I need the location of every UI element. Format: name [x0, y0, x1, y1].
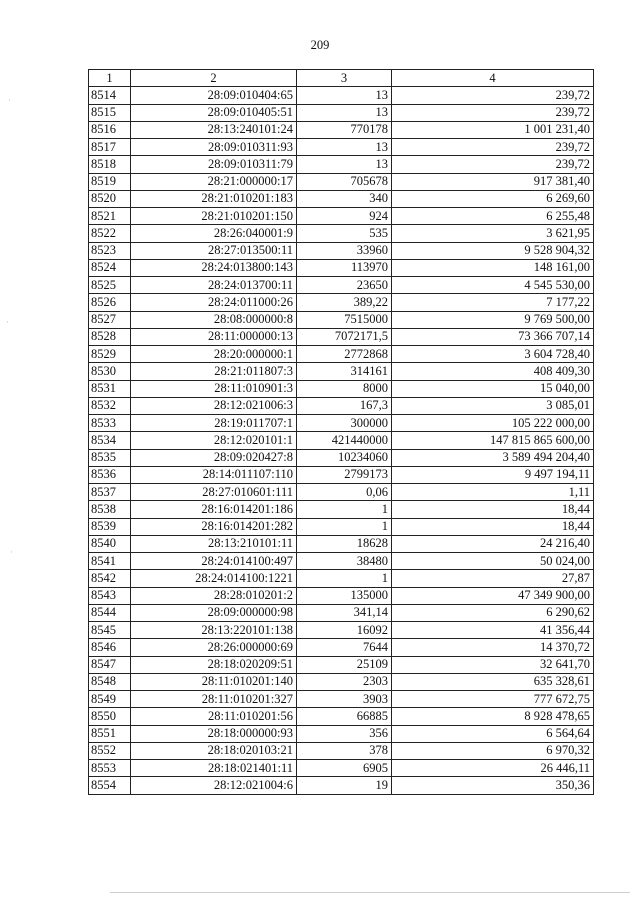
value-cell: 9 769 500,00 — [392, 311, 594, 328]
cadastral-number-cell: 28:08:000000:8 — [131, 311, 297, 328]
table-row — [89, 777, 594, 794]
row-number-cell: 8547 — [89, 656, 131, 673]
area-cell: 18628 — [297, 535, 392, 552]
row-number-cell: 8551 — [89, 725, 131, 742]
table-row — [89, 725, 594, 742]
area-cell: 13 — [297, 87, 392, 104]
row-number-cell: 8542 — [89, 570, 131, 587]
cadastral-number-cell: 28:24:014100:497 — [131, 553, 297, 570]
value-cell: 239,72 — [392, 104, 594, 121]
table-row — [89, 87, 594, 104]
table-row — [89, 208, 594, 225]
area-cell: 66885 — [297, 708, 392, 725]
area-cell: 300000 — [297, 415, 392, 432]
area-cell: 770178 — [297, 121, 392, 138]
table-row — [89, 742, 594, 759]
table-row — [89, 622, 594, 639]
value-cell: 239,72 — [392, 139, 594, 156]
cadastral-number-cell: 28:12:021006:3 — [131, 397, 297, 414]
area-cell: 1 — [297, 570, 392, 587]
data-table — [88, 69, 594, 795]
cadastral-number-cell: 28:13:210101:11 — [131, 535, 297, 552]
table-row — [89, 518, 594, 535]
value-cell: 917 381,40 — [392, 173, 594, 190]
row-number-cell: 8516 — [89, 121, 131, 138]
row-number-cell: 8519 — [89, 173, 131, 190]
cadastral-number-cell: 28:11:000000:13 — [131, 328, 297, 345]
table-row — [89, 656, 594, 673]
value-cell: 3 589 494 204,40 — [392, 449, 594, 466]
row-number-cell: 8529 — [89, 346, 131, 363]
value-cell: 408 409,30 — [392, 363, 594, 380]
table-row — [89, 259, 594, 276]
area-cell: 6905 — [297, 760, 392, 777]
row-number-cell: 8522 — [89, 225, 131, 242]
table-row — [89, 466, 594, 483]
row-number-cell: 8525 — [89, 277, 131, 294]
value-cell: 4 545 530,00 — [392, 277, 594, 294]
row-number-cell: 8518 — [89, 156, 131, 173]
row-number-cell: 8545 — [89, 622, 131, 639]
area-cell: 13 — [297, 156, 392, 173]
cadastral-number-cell: 28:11:010901:3 — [131, 380, 297, 397]
cadastral-number-cell: 28:27:010601:111 — [131, 484, 297, 501]
area-cell: 7644 — [297, 639, 392, 656]
table-row — [89, 139, 594, 156]
area-cell: 2772868 — [297, 346, 392, 363]
cadastral-number-cell: 28:09:010311:93 — [131, 139, 297, 156]
area-cell: 113970 — [297, 259, 392, 276]
row-number-cell: 8539 — [89, 518, 131, 535]
table-row — [89, 553, 594, 570]
cadastral-number-cell: 28:11:010201:327 — [131, 691, 297, 708]
table-row — [89, 397, 594, 414]
area-cell: 3903 — [297, 691, 392, 708]
area-cell: 10234060 — [297, 449, 392, 466]
area-cell: 38480 — [297, 553, 392, 570]
value-cell: 6 269,60 — [392, 190, 594, 207]
row-number-cell: 8541 — [89, 553, 131, 570]
row-number-cell: 8517 — [89, 139, 131, 156]
cadastral-number-cell: 28:18:000000:93 — [131, 725, 297, 742]
column-header-4: 4 — [392, 70, 594, 87]
table-row — [89, 760, 594, 777]
table-row — [89, 294, 594, 311]
value-cell: 635 328,61 — [392, 673, 594, 690]
row-number-cell: 8520 — [89, 190, 131, 207]
value-cell: 6 970,32 — [392, 742, 594, 759]
area-cell: 1 — [297, 518, 392, 535]
cadastral-number-cell: 28:18:020103:21 — [131, 742, 297, 759]
value-cell: 9 497 194,11 — [392, 466, 594, 483]
value-cell: 26 446,11 — [392, 760, 594, 777]
area-cell: 389,22 — [297, 294, 392, 311]
table-row — [89, 604, 594, 621]
row-number-cell: 8536 — [89, 466, 131, 483]
table-row — [89, 501, 594, 518]
value-cell: 14 370,72 — [392, 639, 594, 656]
scan-artifact: · — [10, 548, 13, 558]
cadastral-number-cell: 28:12:020101:1 — [131, 432, 297, 449]
table-row — [89, 328, 594, 345]
area-cell: 340 — [297, 190, 392, 207]
column-header-1: 1 — [89, 70, 131, 87]
table-row — [89, 484, 594, 501]
cadastral-number-cell: 28:20:000000:1 — [131, 346, 297, 363]
area-cell: 23650 — [297, 277, 392, 294]
area-cell: 0,06 — [297, 484, 392, 501]
table-row — [89, 639, 594, 656]
row-number-cell: 8550 — [89, 708, 131, 725]
value-cell: 32 641,70 — [392, 656, 594, 673]
row-number-cell: 8538 — [89, 501, 131, 518]
table-row — [89, 673, 594, 690]
cadastral-number-cell: 28:19:011707:1 — [131, 415, 297, 432]
value-cell: 105 222 000,00 — [392, 415, 594, 432]
value-cell: 27,87 — [392, 570, 594, 587]
table-row — [89, 587, 594, 604]
row-number-cell: 8528 — [89, 328, 131, 345]
row-number-cell: 8534 — [89, 432, 131, 449]
row-number-cell: 8552 — [89, 742, 131, 759]
area-cell: 2799173 — [297, 466, 392, 483]
scan-edge-line — [110, 892, 630, 893]
table-row — [89, 190, 594, 207]
cadastral-number-cell: 28:14:011107:110 — [131, 466, 297, 483]
value-cell: 1 001 231,40 — [392, 121, 594, 138]
table-body — [89, 87, 594, 794]
table-row — [89, 415, 594, 432]
value-cell: 9 528 904,32 — [392, 242, 594, 259]
value-cell: 239,72 — [392, 156, 594, 173]
cadastral-number-cell: 28:24:013700:11 — [131, 277, 297, 294]
row-number-cell: 8546 — [89, 639, 131, 656]
table-row — [89, 708, 594, 725]
cadastral-number-cell: 28:13:240101:24 — [131, 121, 297, 138]
row-number-cell: 8537 — [89, 484, 131, 501]
cadastral-number-cell: 28:09:010405:51 — [131, 104, 297, 121]
value-cell: 8 928 478,65 — [392, 708, 594, 725]
table-row — [89, 363, 594, 380]
row-number-cell: 8553 — [89, 760, 131, 777]
area-cell: 7072171,5 — [297, 328, 392, 345]
row-number-cell: 8526 — [89, 294, 131, 311]
cadastral-number-cell: 28:21:010201:150 — [131, 208, 297, 225]
row-number-cell: 8554 — [89, 777, 131, 794]
cadastral-number-cell: 28:21:000000:17 — [131, 173, 297, 190]
cadastral-number-cell: 28:09:010404:65 — [131, 87, 297, 104]
value-cell: 1,11 — [392, 484, 594, 501]
cadastral-number-cell: 28:09:000000:98 — [131, 604, 297, 621]
table-row — [89, 104, 594, 121]
area-cell: 356 — [297, 725, 392, 742]
table-row — [89, 242, 594, 259]
value-cell: 239,72 — [392, 87, 594, 104]
cadastral-number-cell: 28:12:021004:6 — [131, 777, 297, 794]
cadastral-number-cell: 28:26:040001:9 — [131, 225, 297, 242]
column-header-3: 3 — [297, 70, 392, 87]
cadastral-number-cell: 28:27:013500:11 — [131, 242, 297, 259]
row-number-cell: 8532 — [89, 397, 131, 414]
table-header-row — [89, 70, 594, 87]
area-cell: 16092 — [297, 622, 392, 639]
table-row — [89, 346, 594, 363]
table-row — [89, 380, 594, 397]
area-cell: 13 — [297, 104, 392, 121]
value-cell: 350,36 — [392, 777, 594, 794]
cadastral-number-cell: 28:16:014201:186 — [131, 501, 297, 518]
value-cell: 3 085,01 — [392, 397, 594, 414]
cadastral-number-cell: 28:13:220101:138 — [131, 622, 297, 639]
value-cell: 41 356,44 — [392, 622, 594, 639]
cadastral-number-cell: 28:11:010201:140 — [131, 673, 297, 690]
row-number-cell: 8514 — [89, 87, 131, 104]
row-number-cell: 8533 — [89, 415, 131, 432]
row-number-cell: 8524 — [89, 259, 131, 276]
cadastral-number-cell: 28:16:014201:282 — [131, 518, 297, 535]
cadastral-number-cell: 28:28:010201:2 — [131, 587, 297, 604]
cadastral-number-cell: 28:24:013800:143 — [131, 259, 297, 276]
row-number-cell: 8527 — [89, 311, 131, 328]
area-cell: 25109 — [297, 656, 392, 673]
area-cell: 535 — [297, 225, 392, 242]
row-number-cell: 8544 — [89, 604, 131, 621]
row-number-cell: 8531 — [89, 380, 131, 397]
value-cell: 73 366 707,14 — [392, 328, 594, 345]
value-cell: 3 621,95 — [392, 225, 594, 242]
cadastral-number-cell: 28:24:011000:26 — [131, 294, 297, 311]
area-cell: 7515000 — [297, 311, 392, 328]
cadastral-number-cell: 28:09:010311:79 — [131, 156, 297, 173]
row-number-cell: 8535 — [89, 449, 131, 466]
value-cell: 24 216,40 — [392, 535, 594, 552]
value-cell: 47 349 900,00 — [392, 587, 594, 604]
area-cell: 167,3 — [297, 397, 392, 414]
row-number-cell: 8515 — [89, 104, 131, 121]
row-number-cell: 8548 — [89, 673, 131, 690]
value-cell: 6 255,48 — [392, 208, 594, 225]
scan-artifact: · — [8, 96, 11, 106]
value-cell: 18,44 — [392, 518, 594, 535]
value-cell: 777 672,75 — [392, 691, 594, 708]
cadastral-number-cell: 28:21:010201:183 — [131, 190, 297, 207]
area-cell: 378 — [297, 742, 392, 759]
cadastral-number-cell: 28:26:000000:69 — [131, 639, 297, 656]
table-row — [89, 173, 594, 190]
area-cell: 135000 — [297, 587, 392, 604]
area-cell: 924 — [297, 208, 392, 225]
row-number-cell: 8523 — [89, 242, 131, 259]
page-number: 209 — [310, 38, 330, 52]
table-row — [89, 449, 594, 466]
cadastral-number-cell: 28:24:014100:1221 — [131, 570, 297, 587]
area-cell: 314161 — [297, 363, 392, 380]
value-cell: 18,44 — [392, 501, 594, 518]
table-row — [89, 570, 594, 587]
area-cell: 8000 — [297, 380, 392, 397]
value-cell: 147 815 865 600,00 — [392, 432, 594, 449]
row-number-cell: 8549 — [89, 691, 131, 708]
row-number-cell: 8543 — [89, 587, 131, 604]
cadastral-number-cell: 28:11:010201:56 — [131, 708, 297, 725]
area-cell: 2303 — [297, 673, 392, 690]
value-cell: 6 290,62 — [392, 604, 594, 621]
cadastral-number-cell: 28:18:021401:11 — [131, 760, 297, 777]
value-cell: 50 024,00 — [392, 553, 594, 570]
table-row — [89, 311, 594, 328]
area-cell: 19 — [297, 777, 392, 794]
row-number-cell: 8540 — [89, 535, 131, 552]
table-row — [89, 225, 594, 242]
area-cell: 705678 — [297, 173, 392, 190]
value-cell: 6 564,64 — [392, 725, 594, 742]
table-row — [89, 691, 594, 708]
table-row — [89, 156, 594, 173]
table-row — [89, 277, 594, 294]
row-number-cell: 8521 — [89, 208, 131, 225]
area-cell: 1 — [297, 501, 392, 518]
value-cell: 15 040,00 — [392, 380, 594, 397]
value-cell: 7 177,22 — [392, 294, 594, 311]
cadastral-number-cell: 28:21:011807:3 — [131, 363, 297, 380]
area-cell: 421440000 — [297, 432, 392, 449]
value-cell: 3 604 728,40 — [392, 346, 594, 363]
area-cell: 33960 — [297, 242, 392, 259]
column-header-2: 2 — [131, 70, 297, 87]
value-cell: 148 161,00 — [392, 259, 594, 276]
cadastral-number-cell: 28:18:020209:51 — [131, 656, 297, 673]
scan-artifact: · — [6, 318, 9, 328]
cadastral-number-cell: 28:09:020427:8 — [131, 449, 297, 466]
area-cell: 341,14 — [297, 604, 392, 621]
table-row — [89, 535, 594, 552]
row-number-cell: 8530 — [89, 363, 131, 380]
table-row — [89, 121, 594, 138]
area-cell: 13 — [297, 139, 392, 156]
table-row — [89, 432, 594, 449]
